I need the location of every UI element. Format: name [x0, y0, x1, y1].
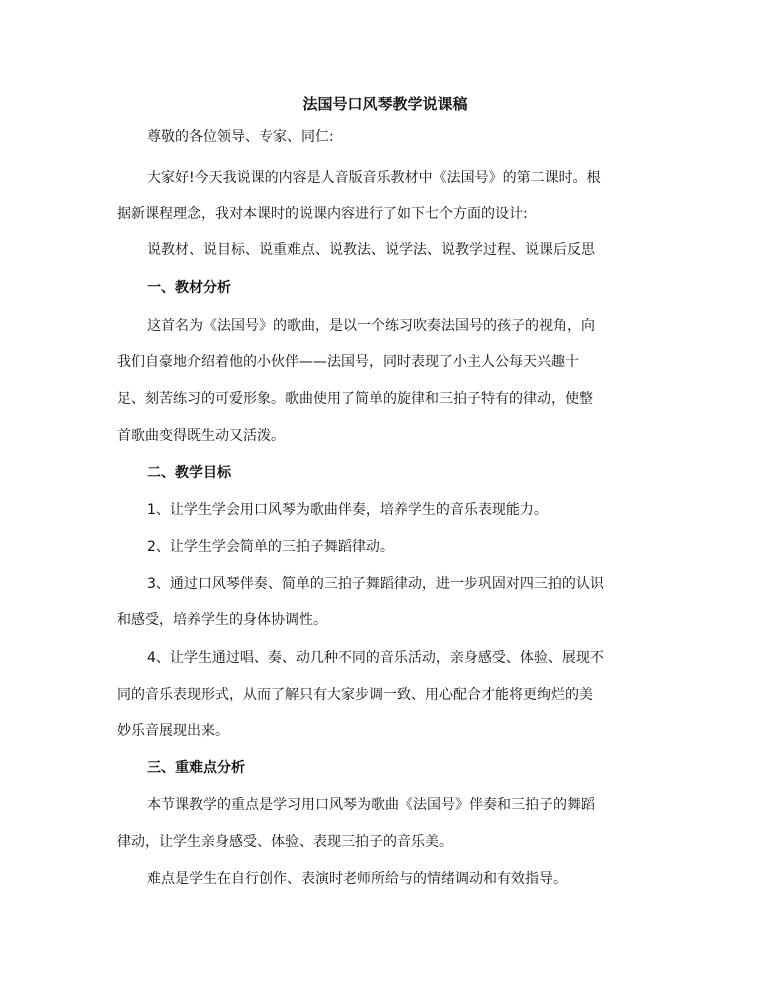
section-heading: 二、教学目标	[147, 465, 231, 481]
section-heading: 三、重难点分析	[147, 760, 245, 776]
paragraph-line: 1、让学生学会用口风琴为歌曲伴奏，培养学生的音乐表现能力。	[147, 502, 548, 518]
paragraph-line: 足、刻苦练习的可爱形象。歌曲使用了简单的旋律和三拍子特有的律动，使整	[117, 391, 593, 407]
paragraph-line: 大家好!今天我说课的内容是人音版音乐教材中《法国号》的第二课时。根	[147, 170, 601, 186]
paragraph-line: 据新课程理念，我对本课时的说课内容进行了如下七个方面的设计:	[117, 206, 528, 222]
paragraph-line: 4、让学生通过唱、奏、动几种不同的音乐活动，亲身感受、体验、展现不	[147, 650, 604, 666]
paragraph-line: 难点是学生在自行创作、表演时老师所给与的情绪调动和有效指导。	[147, 871, 567, 887]
document-title: 法国号口风琴教学说课稿	[302, 95, 468, 113]
paragraph-line: 3、通过口风琴伴奏、简单的三拍子舞蹈律动，进一步巩固对四三拍的认识	[147, 576, 604, 592]
paragraph-line: 本节课教学的重点是学习用口风琴为歌曲《法国号》伴奏和三拍子的舞蹈	[147, 797, 595, 813]
paragraph-line: 说教材、说目标、说重难点、说教法、说学法、说教学过程、说课后反思	[147, 242, 595, 258]
paragraph-line: 同的音乐表现形式，从而了解只有大家步调一致、用心配合才能将更绚烂的美	[117, 687, 593, 703]
salutation: 尊敬的各位领导、专家、同仁:	[147, 129, 334, 145]
paragraph-line: 我们自豪地介绍着他的小伙伴——法国号，同时表现了小主人公每天兴趣十	[117, 354, 579, 370]
paragraph-line: 律动，让学生亲身感受、体验、表现三拍子的音乐美。	[117, 834, 453, 850]
paragraph-line: 这首名为《法国号》的歌曲，是以一个练习吹奏法国号的孩子的视角，向	[147, 318, 595, 334]
paragraph-line: 首歌曲变得既生动又活泼。	[117, 428, 285, 444]
paragraph-line: 2、让学生学会简单的三拍子舞蹈律动。	[147, 539, 394, 555]
paragraph-line: 和感受，培养学生的身体协调性。	[117, 612, 327, 628]
paragraph-line: 妙乐音展现出来。	[117, 723, 229, 739]
section-heading: 一、教材分析	[147, 280, 231, 296]
